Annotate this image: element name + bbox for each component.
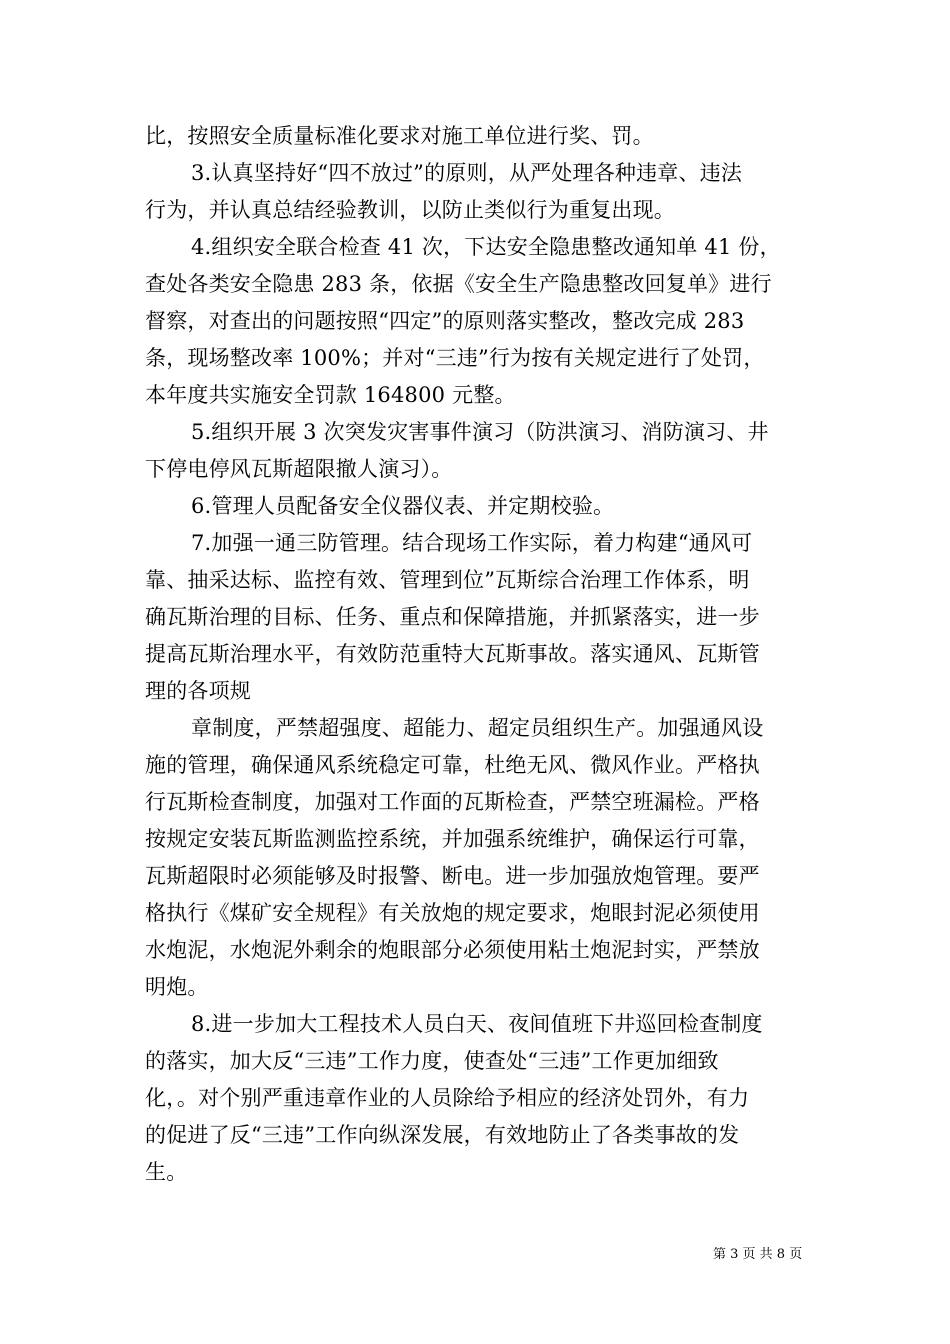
text-line: 瓦斯超限时必须能够及时报警、断电。进一步加强放炮管理。要严 (145, 864, 760, 888)
text-line: 行瓦斯检查制度，加强对工作面的瓦斯检查，严禁空班漏检。严格 (145, 790, 760, 814)
text-line: 的促进了反“三违”工作向纵深发展，有效地防止了各类事故的发 (145, 1123, 740, 1147)
text-line: 格执行《煤矿安全规程》有关放炮的规定要求，炮眼封泥必须使用 (145, 901, 760, 925)
text-line: 化，。对个别严重违章作业的人员除给予相应的经济处罚外，有力 (145, 1086, 750, 1110)
text-line: 确瓦斯治理的目标、任务、重点和保障措施，并抓紧落实，进一步 (145, 605, 760, 629)
text-line: 5.组织开展 3 次突发灾害事件演习（防洪演习、消防演习、井 (191, 420, 769, 444)
text-line: 查处各类安全隐患 283 条，依据《安全生产隐患整改回复单》进行 (145, 272, 772, 296)
text-line: 6.管理人员配备安全仪器仪表、并定期校验。 (191, 494, 615, 518)
text-line: 7.加强一通三防管理。结合现场工作实际，着力构建“通风可 (191, 531, 753, 555)
body-text (145, 118, 815, 1191)
text-line: 按规定安装瓦斯监测监控系统，并加强系统维护，确保运行可靠， (145, 827, 760, 851)
text-line: 3.认真坚持好“四不放过”的原则，从严处理各种违章、违法 (191, 161, 743, 185)
text-line: 条，现场整改率 100%；并对“三违”行为按有关规定进行了处罚， (145, 346, 765, 370)
text-line: 的落实，加大反“三违”工作力度，使查处“三违”工作更加细致 (145, 1049, 719, 1073)
text-line: 4.组织安全联合检查 41 次，下达安全隐患整改通知单 41 份， (191, 235, 781, 259)
text-line: 靠、抽采达标、监控有效、管理到位”瓦斯综合治理工作体系，明 (145, 568, 750, 592)
page-number-footer: 第 3 页 共 8 页 (713, 1247, 803, 1262)
text-line: 行为，并认真总结经验教训，以防止类似行为重复出现。 (145, 198, 675, 222)
text-line: 8.进一步加大工程技术人员白天、夜间值班下井巡回检查制度 (191, 1012, 763, 1036)
text-line: 督察，对查出的问题按照“四定”的原则落实整改，整改完成 283 (145, 309, 745, 333)
text-line: 提高瓦斯治理水平，有效防范重特大瓦斯事故。落实通风、瓦斯管 (145, 642, 760, 666)
text-line: 下停电停风瓦斯超限撤人演习）。 (145, 457, 453, 481)
text-line: 本年度共实施安全罚款 164800 元整。 (145, 383, 516, 407)
text-line: 生。 (145, 1160, 188, 1184)
text-line: 水炮泥，水炮泥外剩余的炮眼部分必须使用粘土炮泥封实，严禁放 (145, 938, 760, 962)
text-line: 理的各项规 (145, 679, 251, 703)
text-line: 施的管理，确保通风系统稳定可靠，杜绝无风、微风作业。严格执 (145, 753, 760, 777)
text-line: 明炮。 (145, 975, 209, 999)
text-line: 章制度，严禁超强度、超能力、超定员组织生产。加强通风设 (191, 716, 764, 740)
text-line: 比，按照安全质量标准化要求对施工单位进行奖、罚。 (145, 124, 654, 148)
